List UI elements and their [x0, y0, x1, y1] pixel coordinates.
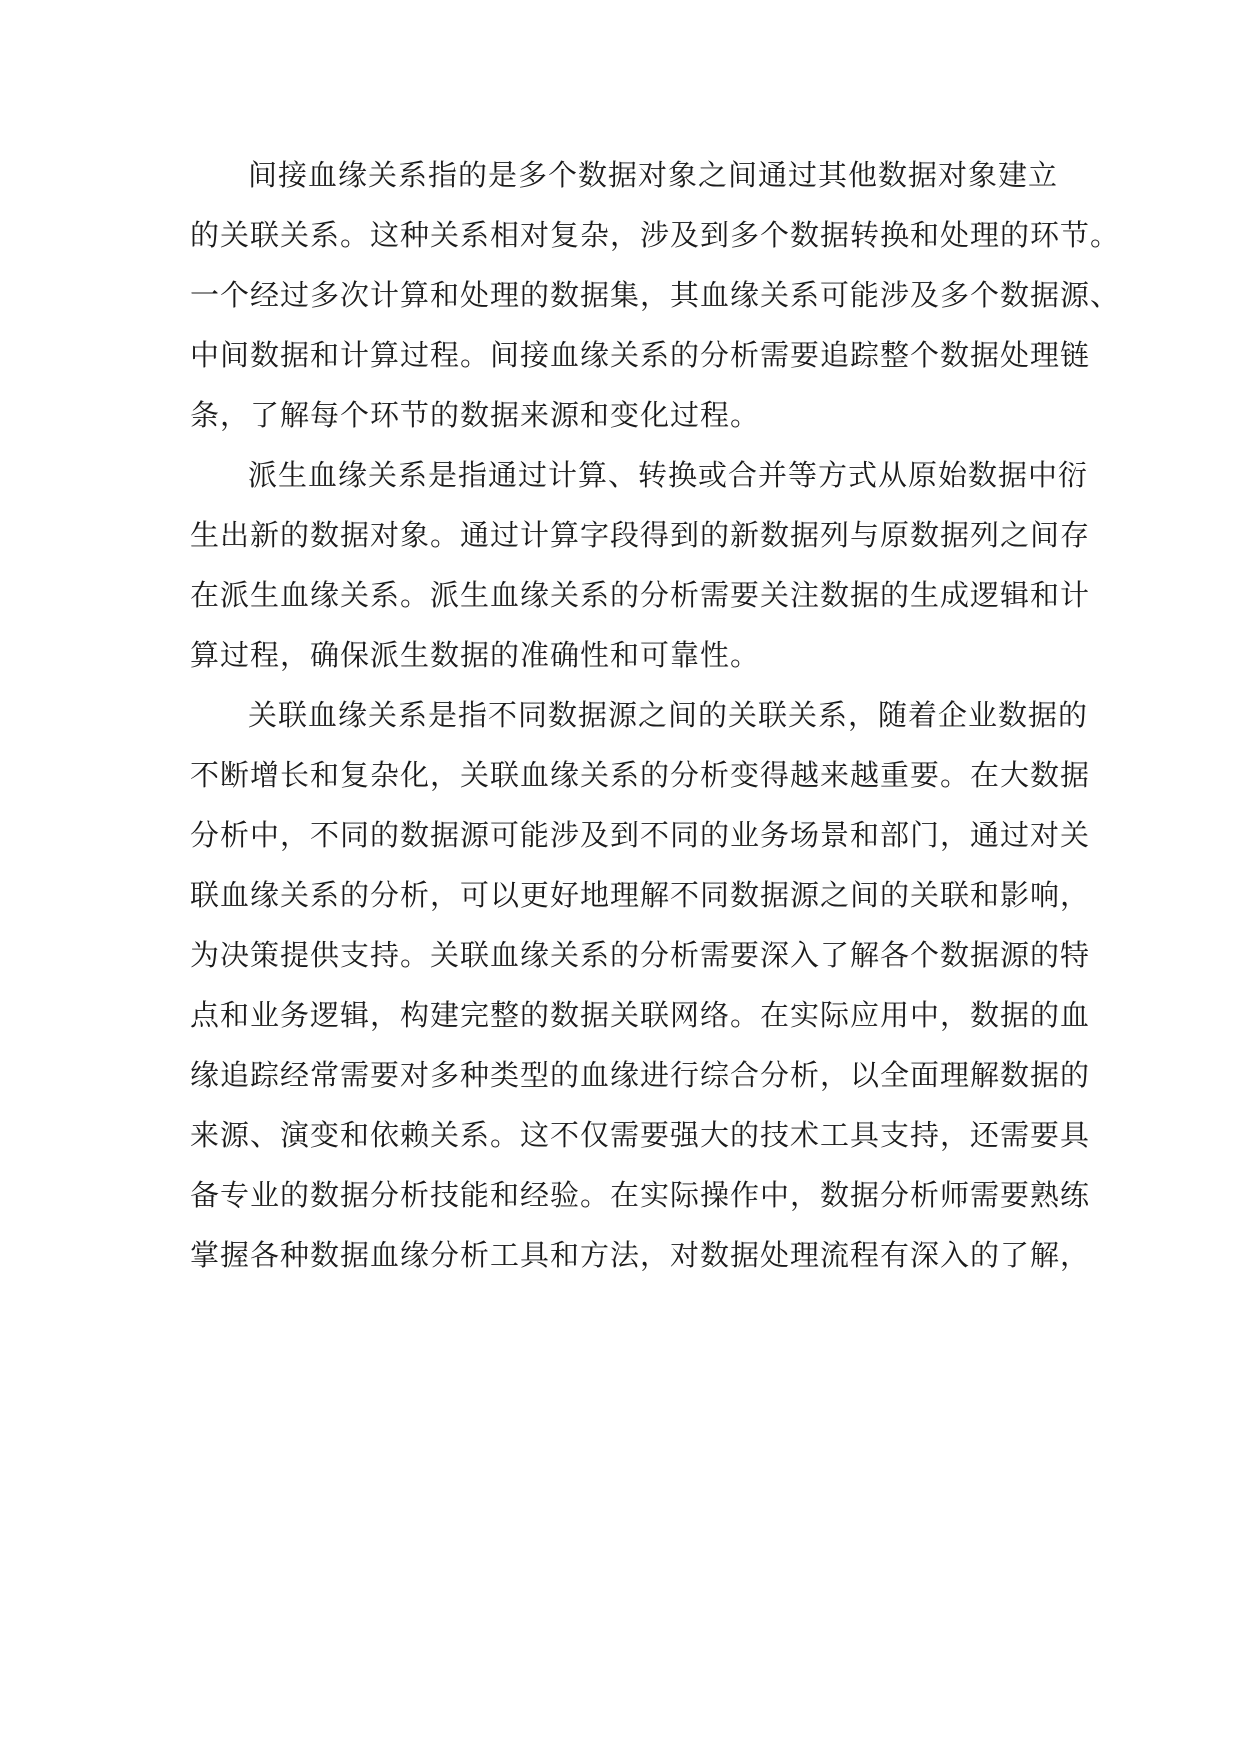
text-line: 掌握各种数据血缘分析工具和方法，对数据处理流程有深入的了解，	[190, 1238, 1091, 1272]
text-line: 联血缘关系的分析，可以更好地理解不同数据源之间的关联和影响，	[190, 878, 1091, 912]
text-line: 算过程，确保派生数据的准确性和可靠性。	[190, 638, 761, 672]
text-line: 来源、演变和依赖关系。这不仅需要强大的技术工具支持，还需要具	[190, 1118, 1091, 1152]
document-body	[190, 145, 1121, 1285]
text-line: 缘追踪经常需要对多种类型的血缘进行综合分析，以全面理解数据的	[190, 1058, 1091, 1092]
text-line: 在派生血缘关系。派生血缘关系的分析需要关注数据的生成逻辑和计	[190, 578, 1091, 612]
text-line: 不断增长和复杂化，关联血缘关系的分析变得越来越重要。在大数据	[190, 758, 1091, 792]
text-line: 条，了解每个环节的数据来源和变化过程。	[190, 398, 761, 432]
text-line: 生出新的数据对象。通过计算字段得到的新数据列与原数据列之间存	[190, 518, 1091, 552]
text-line: 分析中，不同的数据源可能涉及到不同的业务场景和部门，通过对关	[190, 818, 1091, 852]
text-line: 关联血缘关系是指不同数据源之间的关联关系，随着企业数据的	[248, 698, 1089, 732]
text-line: 派生血缘关系是指通过计算、转换或合并等方式从原始数据中衍	[248, 458, 1089, 492]
text-line: 的关联关系。这种关系相对复杂，涉及到多个数据转换和处理的环节。	[190, 218, 1121, 252]
text-line: 间接血缘关系指的是多个数据对象之间通过其他数据对象建立	[248, 158, 1059, 192]
text-line: 备专业的数据分析技能和经验。在实际操作中，数据分析师需要熟练	[190, 1178, 1091, 1212]
paragraph-indirect-lineage	[190, 145, 1121, 445]
text-line: 中间数据和计算过程。间接血缘关系的分析需要追踪整个数据处理链	[190, 338, 1091, 372]
text-line: 为决策提供支持。关联血缘关系的分析需要深入了解各个数据源的特	[190, 938, 1091, 972]
paragraph-associative-lineage	[190, 685, 1091, 1285]
text-line: 一个经过多次计算和处理的数据集，其血缘关系可能涉及多个数据源、	[190, 278, 1121, 312]
paragraph-derived-lineage	[190, 445, 1091, 685]
text-line: 点和业务逻辑，构建完整的数据关联网络。在实际应用中，数据的血	[190, 998, 1091, 1032]
